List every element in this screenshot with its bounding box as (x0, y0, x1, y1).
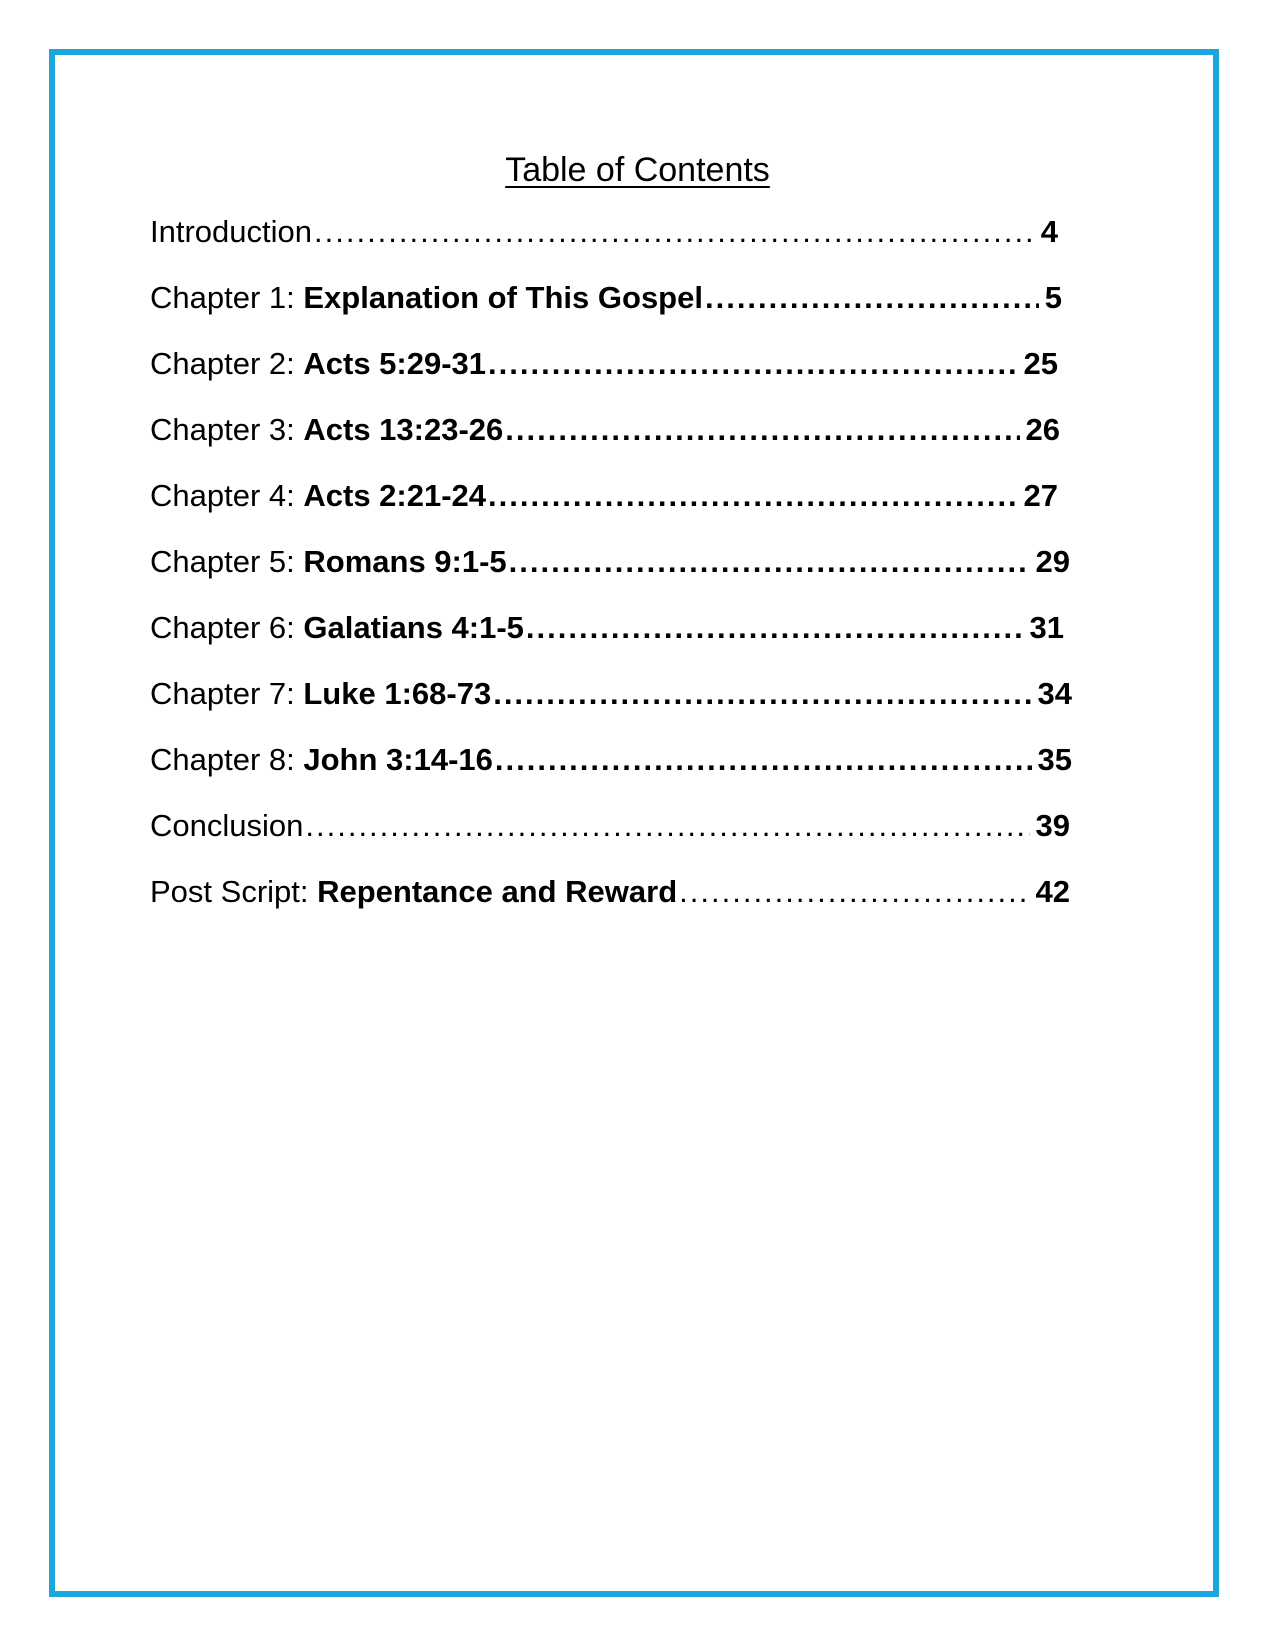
toc-heading-text: Table of Contents (505, 151, 770, 189)
dot-leader (505, 410, 1019, 450)
dot-leader (679, 872, 1029, 912)
toc-entry[interactable] (150, 410, 1130, 476)
toc-entry-label: Chapter 5: Romans 9:1-5 (150, 544, 507, 579)
toc-entry[interactable] (150, 212, 1130, 278)
toc-list (150, 212, 1130, 938)
toc-entry-page-number: 5 (1044, 280, 1062, 315)
dot-leader (526, 608, 1024, 648)
toc-entry-label: Chapter 8: John 3:14-16 (150, 742, 493, 777)
toc-entry[interactable] (150, 608, 1130, 674)
toc-entry-label: Introduction (150, 214, 312, 249)
toc-entry-label: Chapter 7: Luke 1:68-73 (150, 676, 492, 711)
toc-entry[interactable] (150, 278, 1130, 344)
dot-leader (488, 344, 1017, 384)
toc-entry-label: Post Script: Repentance and Reward (150, 874, 678, 909)
toc-entry[interactable] (150, 476, 1130, 542)
toc-entry-label: Chapter 4: Acts 2:21-24 (150, 478, 487, 513)
dot-leader (305, 806, 1029, 846)
toc-entry-label: Chapter 6: Galatians 4:1-5 (150, 610, 524, 645)
dot-leader (488, 476, 1017, 516)
toc-entry-page-number: 35 (1037, 742, 1072, 777)
toc-entry-page-number: 4 (1040, 214, 1058, 249)
toc-entry-page-number: 29 (1035, 544, 1070, 579)
toc-entry[interactable] (150, 674, 1130, 740)
dot-leader (495, 740, 1032, 780)
dot-leader (705, 278, 1039, 318)
toc-entry-page-number: 27 (1023, 478, 1058, 513)
toc-entry-label: Chapter 3: Acts 13:23-26 (150, 412, 504, 447)
toc-entry-page-number: 25 (1023, 346, 1058, 381)
toc-entry[interactable] (150, 872, 1130, 938)
toc-entry-page-number: 34 (1037, 676, 1072, 711)
toc-entry-label: Chapter 2: Acts 5:29-31 (150, 346, 487, 381)
toc-heading (0, 150, 1275, 190)
toc-entry[interactable] (150, 740, 1130, 806)
toc-entry-label: Chapter 1: Explanation of This Gospel (150, 280, 703, 315)
toc-entry-page-number: 31 (1029, 610, 1064, 645)
toc-entry-page-number: 42 (1035, 874, 1070, 909)
toc-entry-label: Conclusion (150, 808, 304, 843)
dot-leader (314, 212, 1035, 252)
toc-entry[interactable] (150, 542, 1130, 608)
toc-entry[interactable] (150, 344, 1130, 410)
dot-leader (493, 674, 1031, 714)
toc-entry-page-number: 39 (1035, 808, 1070, 843)
toc-entry[interactable] (150, 806, 1130, 872)
toc-entry-page-number: 26 (1025, 412, 1060, 447)
dot-leader (509, 542, 1030, 582)
